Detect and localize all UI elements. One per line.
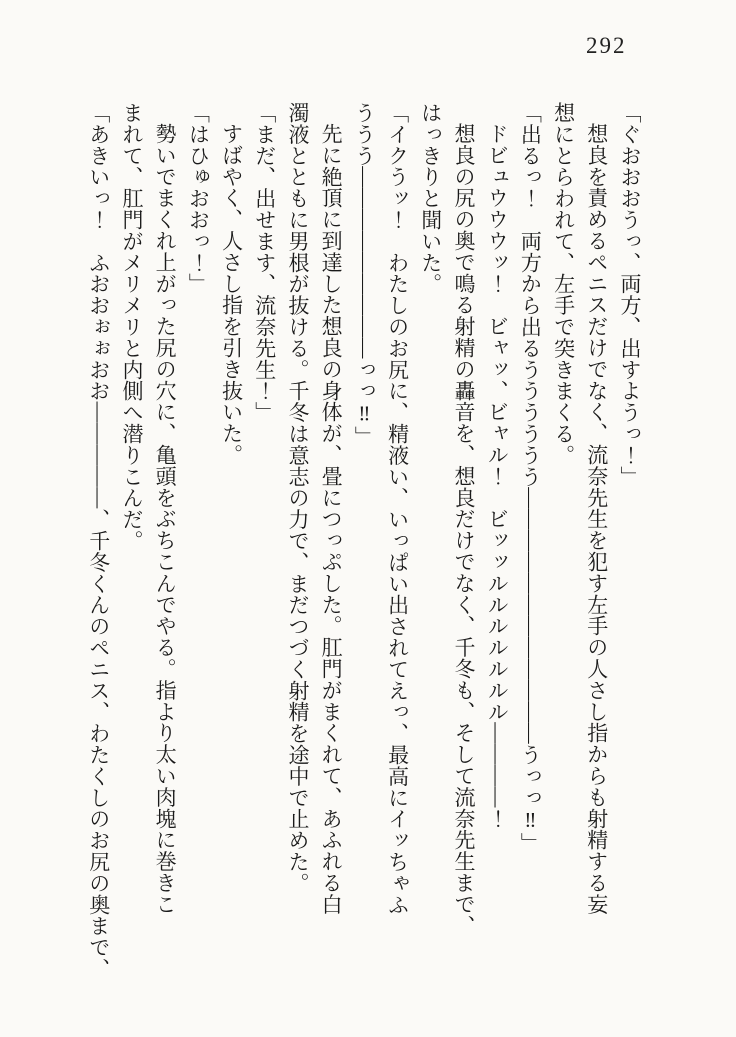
- text-line: 「出るっ！ 両方から出るうううううう――――――――――――うっっ‼」: [518, 102, 543, 854]
- text-line: 濁液とともに男根が抜ける。千冬は意志の力で、まだつづく射精を途中で止めた。: [285, 102, 310, 894]
- text-line: 「ぐおおおうっ、両方、出すようっ！」: [618, 102, 642, 488]
- text-line: ドビュウウウッ！ ビャッ、ビャル！ ビッッルルルルルルル――――！: [485, 123, 510, 830]
- page-number: 292: [586, 33, 627, 58]
- text-line: すばやく、人さし指を引き抜いた。: [219, 123, 244, 466]
- text-line: 「あきいっ！ ふおおぉぉおお―――――、千冬くんのペニス、わたくしのお尻の奥まで、: [86, 102, 111, 980]
- text-line: 「イクうッ！ わたしのお尻に、精液い、いっぱい出されてえっ、最高にイッちゃふ: [385, 102, 410, 916]
- text-line: ううう―――――――――っっ‼」: [352, 102, 377, 448]
- text-line: 勢いでまくれ上がった尻の穴に、亀頭をぶちこんでやる。指より太い肉塊に巻きこ: [153, 123, 178, 915]
- text-line: 想良を責めるペニスだけでなく、流奈先生を犯す左手の人さし指からも射精する妄: [584, 123, 609, 915]
- text-block: [82, 102, 646, 980]
- text-line: 想良の尻の奥で鳴る射精の轟音を、想良だけでなく、千冬も、そして流奈先生まで、: [451, 123, 476, 937]
- text-line: 「まだ、出せます、流奈先生！」: [252, 102, 277, 423]
- text-line: まれて、肛門がメリメリと内側へ潜りこんだ。: [119, 102, 144, 552]
- text-line: 先に絶頂に到達した想良の身体が、畳につっぷした。肛門がまくれて、あふれる白: [319, 123, 344, 915]
- text-line: 「はひゅおおっ！」: [186, 102, 211, 295]
- text-line: 想にとらわれて、左手で突きまくる。: [551, 102, 576, 466]
- text-line: はっきりと聞いた。: [418, 102, 443, 295]
